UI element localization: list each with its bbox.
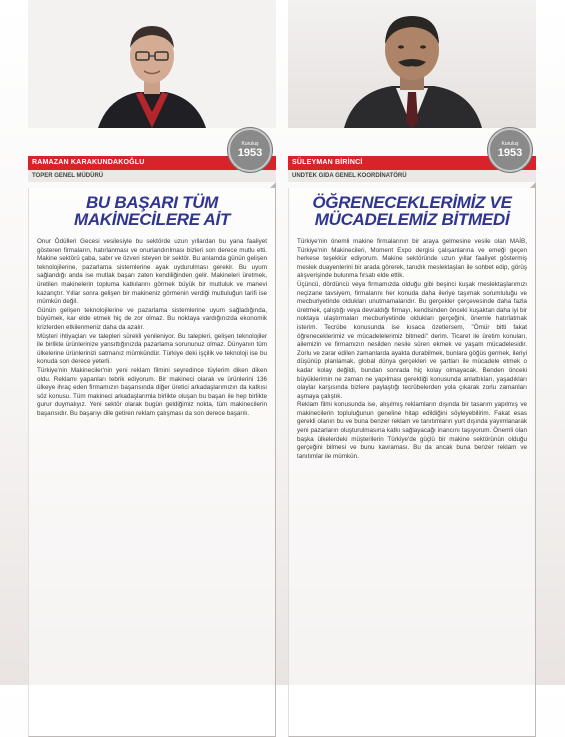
right-column [288, 0, 536, 737]
corner-fold [530, 182, 536, 188]
person-role: TOPER GENEL MÜDÜRÜ [28, 170, 276, 182]
person-name: SÜLEYMAN BİRİNCİ [288, 156, 536, 170]
left-column [28, 0, 276, 737]
seal-year: 1953 [497, 147, 523, 159]
headline-line-1: ÖĞRENECEKLERİMİZ VE [312, 193, 512, 212]
article-headline [289, 188, 535, 238]
article-headline [29, 188, 275, 238]
paragraph: Türkiye'nin Makineciler'nin yeni reklam filmini seyredince tüylerim diken diken oldu. Reklamı yapanları tebrik ediyorum. Bir makineci olarak ve ürünlerini 136 ülkeye ihraç eden firmamızın başarısında diğer üretici arkadaşlarımızın da katkısı söz konusu. Tüm makineci arkadaşlarımla birlikte oluşan bu başarı ile hep birlikte gurur duymalıyız. Yeni sektör olarak bugün geldiğimiz nokta, tüm makinecilerin başarısıdır. Bu başarıyı dile getiren reklam çalışması da son derece başarılı. [37, 366, 267, 417]
seal-label: Kuruluş [241, 141, 259, 147]
article-body [289, 238, 535, 461]
article-box [288, 188, 536, 737]
founded-seal [488, 128, 532, 172]
corner-fold [270, 182, 276, 188]
article-box [28, 188, 276, 737]
paragraph: Müşteri ihtiyaçları ve talepleri sürekli yenileniyor. Bu talepleri, gelişen teknolojiler ile birlikte ürünlerinize yansıttığınızda pazarlama sorununuz olmaz. Dünyanın tüm ülkelerine ürünlerinizi satmanız mümkündür. Türkiye deki işçilik ve teknoloji ise bu konuda son derece yeterli. [37, 332, 267, 366]
paragraph: Günün gelişen teknolojilerine ve pazarlama sistemlerine uyum sağladığında, büyümek, kar elde etmek hiç de zor olmaz. Bu noktaya vardığınızda ekonomik krizlerden etkilenmeniz daha da azalır. [37, 306, 267, 331]
founded-seal [228, 128, 272, 172]
headline-line-2: MÜCADELEMİZ BİTMEDİ [314, 210, 510, 229]
article-body [29, 238, 275, 418]
seal-label: Kuruluş [501, 141, 519, 147]
seal-year: 1953 [237, 147, 263, 159]
paragraph: Reklam filmi konusunda ise, alışılmış reklamların dışında bir tasarım yapılmış ve makinecilerin topluluğunun geneline hitap edildiğini söyleyebilirim. Fakat esas gerekli olanın bu ve buna benzer reklam ve tanıtımların yurt dışında yayımlanarak yeni pazarların oluşturulmasına katkı sağlayacağı inancını taşıyorum. Önemli olan başka ülkelerdeki müşterilerin Türkiye'de güçlü bir makine sektörünün olduğu gerçeğini bilmesi ve bunu kavraması. Bu da ancak buna benzer reklam ve tanıtımlar ile mümkün. [297, 401, 527, 460]
headline-line-2: MAKİNECİLERE AİT [73, 210, 231, 229]
right-portrait-photo [288, 0, 536, 128]
paragraph: Üçüncü, dördüncü veya firmamızda olduğu gibi beşinci kuşak meslektaşlarımızı neçizane tavsiyem, firmalarını her konuda daha ileriye taşımak sorumluluğu ve mecburiyetinde oldukları unutmamalarıdır. Bu gerçekler çerçevesinde daha fazla üretmek, çalıştığı veya devraldığı firmayı, kendisinden önceki kuşaktan daha iyi bir noktaya ulaştırmaları mecburiyetinde oldukları gerçeğini, önemle hatırlatmak isterim. Tecrübe konusunda ise kısaca özetlersem, "Ömür bitti fakat öğreneceklerimiz ve mücadelelerimiz bitmedi" derim. Ticaret ile üretim konuları, ailemizin ve firmamızın nesilden nesile süren ekmek ve yaşam mücadelesidir. Zorlu ve zarar edilen zamanlarda ayakta durabilmek, bunlara göğüs germek, ileriyi düşünüp planlamak, global dünya gerçekleri ve şartları ile mücadele etmek o kadar kolay değildi, bundan sonrada hiç kolay olmayacak. Benden önceki büyüklerimin ne zaman ne yapılması gerektiği konusunda anlattıkları, yaşadıkları olaylar karşısında bizlere paylaştığı tecrübelerden yola çıkarak zorlu zamanları aşmaya çalıştık. [297, 280, 527, 400]
person-role: UNDTEK GIDA GENEL KOORDİNATÖRÜ [288, 170, 536, 182]
paragraph: Türkiye'nin önemli makine firmalarının bir araya gelmesine vesile olan MAİB, Türkiye'nin Makinecileri, Moment Expo dergisi çalışanlarına ve emeği geçen herkese teşekkür ediyorum. Makine sektöründe uzun yıllar faaliyet göstermiş meslek duayenlerini bir arada görerek, tanıdık meslektaşları ile sohbet edip, görüş alışverişinde bulunma fırsatı elde ettik. [297, 238, 527, 280]
headline-line-1: BU BAŞARI TÜM [85, 193, 219, 212]
paragraph: Onur Ödülleri Gecesi vesilesiyle bu sektörde uzun yıllardan bu yana faaliyet gösteren firmaların, hatırlanması ve onurlandırılması bizleri son derece mutlu etti. Makine sektörü çaba, sabır ve özveri isteyen bir sektör. Bu anlamda günün gelişen teknolojilerine, pazarlama sistemlerine ayak uydurulması gerekir. Bu uyum sağlandığı anda ise mutlak başarı zaten kendiliğinden gelir. Makineleri üretmek, üretilen makinelerin topluma katkılarını görmek büyük bir mutluluk ve manevi kazançtır. Yıllar sonra gelişen bir makineniz görmenin verdiği mutluluğun tarifi ise mümkün değil. [37, 238, 267, 306]
person-name: RAMAZAN KARAKUNDAKOĞLU [28, 156, 276, 170]
portrait-illustration [28, 0, 276, 128]
portrait-illustration [288, 0, 536, 128]
left-portrait-photo [28, 0, 276, 128]
